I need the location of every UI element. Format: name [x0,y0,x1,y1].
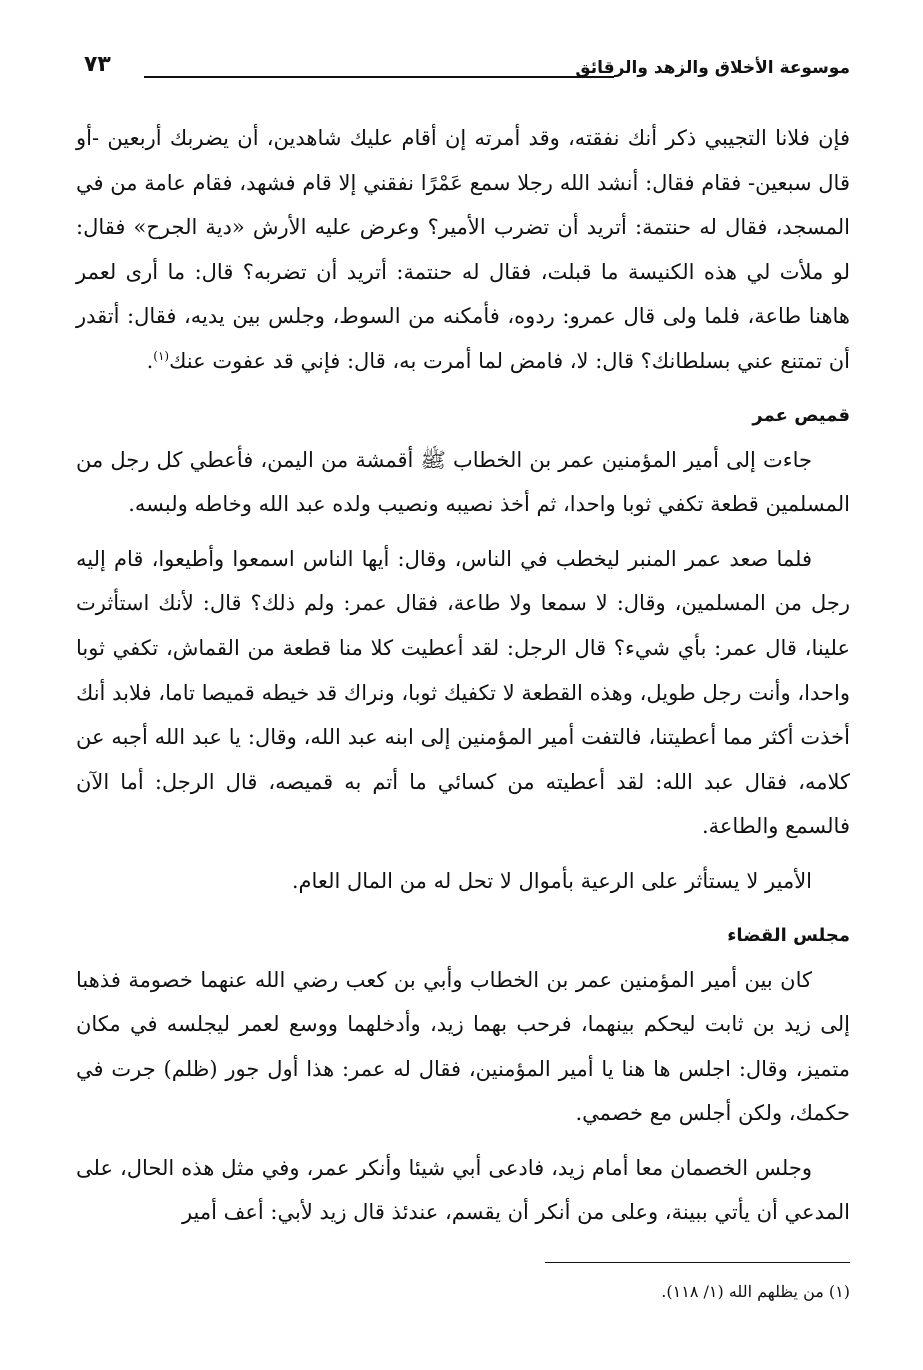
page-number: ٧٣ [84,52,111,77]
running-title: موسوعة الأخلاق والزهد والرقائق [575,58,850,78]
paragraph-2: جاءت إلى أمير المؤمنين عمر بن الخطاب ﷺ أقمشة من اليمن، فأعطي كل رجل من المسلمين قطعة تكفي ثوبا واحدا، ثم أخذ نصيبه ونصيب ولده عبد الله وخاطه ولبسه. [76,447,850,517]
page-header [60,52,850,96]
footnote: (١) من يظلهم الله (١/ ١١٨). [661,1282,850,1301]
paragraph-1-text: فإن فلانا التجيبي ذكر أنك نفقته، وقد أمرته إن أقام عليك شاهدين، أن يضربك أربعين -أو قال سبعين- فقام فقال: أنشد الله رجلا سمع عَمْرًا نفقني إلا قام فشهد، فقام عامة من في المسجد، فقال له حنتمة: أتريد أن تضرب الأمير؟ وعرض عليه الأرش «دية الجرح» فقال: لو ملأت لي هذه الكنيسة ما قبلت، فقال له حنتمة: أتريد أن تضربه؟ قال: ما أرى لعمر هاهنا طاعة، فلما ولى قال عمرو: ردوه، فأمكنه من السوط، وجلس بين يديه، فقال: أتقدر أن تمتنع عني بسلطانك؟ قال: لا، فامض لما أمرت به، قال: فإني قد عفوت عنك [76,126,850,373]
page-body [76,116,850,1235]
paragraph-6: وجلس الخصمان معا أمام زيد، فادعى أبي شيئا وأنكر عمر، وفي مثل هذه الحال، على المدعي أن يأتي ببينة، وعلى من أنكر أن يقسم، عندئذ قال زيد لأبي: أعف أمير [76,1155,850,1225]
footnote-rule [545,1262,850,1263]
paragraph-5: كان بين أمير المؤمنين عمر بن الخطاب وأبي بن كعب رضي الله عنهما خصومة فذهبا إلى زيد بن ثابت ليحكم بينهما، فرحب بهما زيد، وأدخلهما ووسع لعمر ليجلسه في مكان متميز، وقال: اجلس ها هنا يا أمير المؤمنين، فقال له عمر: هذا أول جور (ظلم) جرت في حكمك، ولكن أجلس مع خصمي. [76,967,850,1126]
paragraph-4: الأمير لا يستأثر على الرعية بأموال لا تحل له من المال العام. [291,868,812,893]
header-rule [144,76,614,78]
paragraph-3: فلما صعد عمر المنبر ليخطب في الناس، وقال: أيها الناس اسمعوا وأطيعوا، قام إليه رجل من المسلمين، وقال: لا سمعا ولا طاعة، فقال عمر: ولم ذلك؟ قال: لأنك استأثرت علينا، قال عمر: بأي شيء؟ قال الرجل: لقد أعطيت كلا منا قطعة من القماش، تكفي ثوبا واحدا، وأنت رجل طويل، وهذه القطعة لا تكفيك ثوبا، ونراك قد خيطه قميصا تاما، فلابد أنك أخذت أكثر مما أعطيتنا، فالتفت أمير المؤمنين إلى ابنه عبد الله، وقال: يا عبد الله أجبه عن كلامه، فقال عبد الله: لقد أعطيته من كسائي ما أتم به قميصه، قال الرجل: أما الآن فالسمع والطاعة. [76,546,850,839]
section-heading-majlis-alqada: مجلس القضاء [727,924,850,946]
section-heading-qamis-umar: قميص عمر [752,404,850,426]
paragraph-1-end: . [146,348,154,373]
footnote-marker: (١) [153,348,170,363]
paragraph-1 [76,116,850,384]
